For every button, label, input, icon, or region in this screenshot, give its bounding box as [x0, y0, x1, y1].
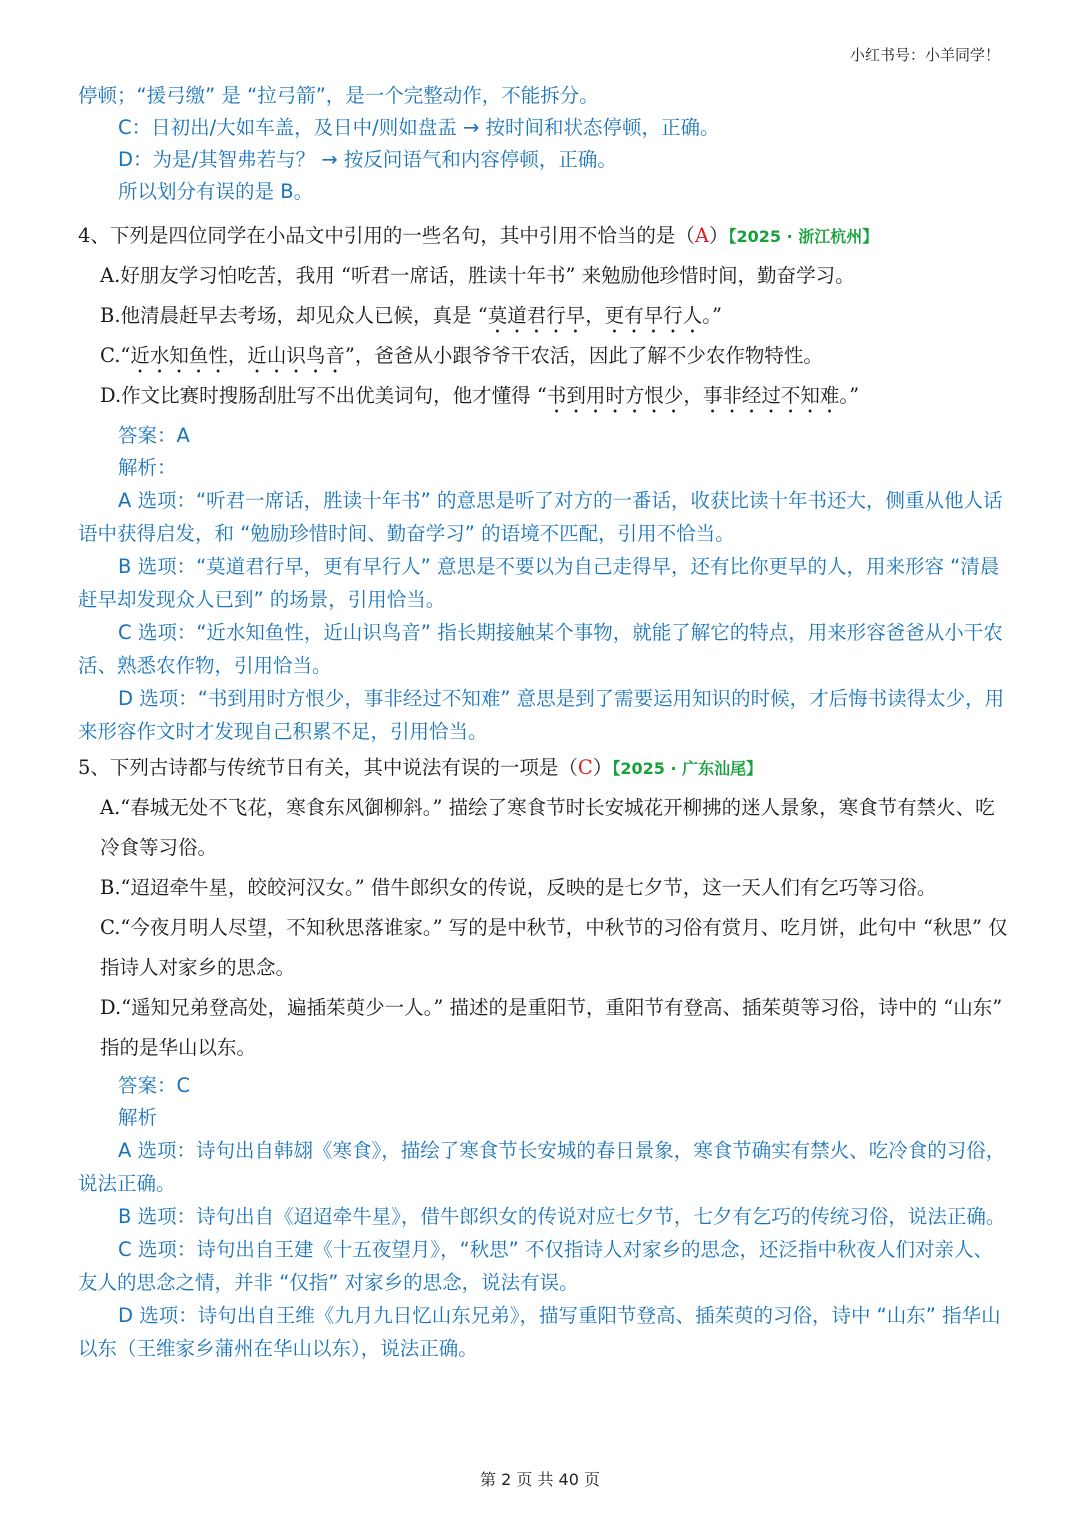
- page-header: 小红书号：小羊同学！: [849, 46, 1000, 64]
- analysis-label: 解析：: [118, 456, 177, 479]
- option-a: A.“春城无处不飞花，寒食东风御柳斜。” 描绘了寒食节时长安城花开柳拂的迷人景象，寒食节有禁火、吃冷食等习俗。: [100, 796, 995, 859]
- analysis-c: C 选项：“近水知鱼性，近山识鸟音” 指长期接触某个事物，就能了解它的特点，用来形容爸爸从小干农活、熟悉农作物，引用恰当。: [78, 621, 1003, 677]
- question-4: [78, 216, 1008, 748]
- page-content: [78, 80, 1008, 1365]
- dotted-quote: 莫道君行早，更有早行人: [487, 304, 703, 327]
- explanation-line: 停顿；“援弓缴” 是 “拉弓箭”，是一个完整动作，不能拆分。: [78, 84, 599, 107]
- question-stem: 5、下列古诗都与传统节日有关，其中说法有误的一项是（C）【2025 · 广东汕尾】: [78, 756, 763, 779]
- option-b: B.他清晨赶早去考场，却见众人已候，真是 “莫道君行早，更有早行人。”: [100, 304, 722, 327]
- explanation-line: D：为是/其智弗若与？ → 按反问语气和内容停顿，正确。: [118, 148, 617, 171]
- analysis-a: A 选项：“听君一席话，胜读十年书” 的意思是听了对方的一番话，收获比读十年书还大，侧重从他人话语中获得启发，和 “勉励珍惜时间、勤奋学习” 的语境不匹配，引用不恰当。: [78, 489, 1003, 545]
- analysis-b: B 选项：诗句出自《迢迢牵牛星》，借牛郎织女的传说对应七夕节，七夕有乞巧的传统习俗，说法正确。: [118, 1205, 1006, 1228]
- analysis-d: D 选项：“书到用时方恨少，事非经过不知难” 意思是到了需要运用知识的时候，才后悔书读得太少，用来形容作文时才发现自己积累不足，引用恰当。: [78, 687, 1005, 743]
- explanation-conclusion: 所以划分有误的是 B。: [118, 180, 314, 203]
- source-tag: 【2025 · 广东汕尾】: [612, 759, 763, 778]
- source-tag: 【2025 · 浙江杭州】: [728, 227, 879, 246]
- top-explanation: [78, 80, 1008, 208]
- analysis-b: B 选项：“莫道君行早，更有早行人” 意思是不要以为自己走得早，还有比你更早的人，用来形容 “清晨赶早却发现众人已到” 的场景，引用恰当。: [78, 555, 1000, 611]
- answer-mark: A: [694, 224, 710, 247]
- question-stem: 4、下列是四位同学在小品文中引用的一些名句，其中引用不恰当的是（A）【2025 · 浙江杭州】: [78, 224, 879, 247]
- option-d: D.作文比赛时搜肠刮肚写不出优美词句，他才懂得 “书到用时方恨少，事非经过不知难。”: [100, 384, 860, 407]
- answer-mark: C: [577, 756, 593, 779]
- answer-line: 答案：A: [118, 424, 190, 447]
- analysis-label: 解析: [118, 1106, 158, 1129]
- option-b: B.“迢迢牵牛星，皎皎河汉女。” 借牛郎织女的传说，反映的是七夕节，这一天人们有乞巧等习俗。: [100, 876, 937, 899]
- dotted-quote: 书到用时方恨少，事非经过不知难: [546, 384, 840, 407]
- analysis-a: A 选项：诗句出自韩翃《寒食》，描绘了寒食节长安城的春日景象，寒食节确实有禁火、吃冷食的习俗，说法正确。: [78, 1139, 1006, 1195]
- explanation-line: C：日初出/大如车盖，及日中/则如盘盂 → 按时间和状态停顿，正确。: [118, 116, 720, 139]
- page-footer: 第 2 页 共 40 页: [480, 1470, 600, 1489]
- question-5: [78, 748, 1008, 1365]
- analysis-c: C 选项：诗句出自王建《十五夜望月》，“秋思” 不仅指诗人对家乡的思念，还泛指中秋夜人们对亲人、友人的思念之情，并非 “仅指” 对家乡的思念，说法有误。: [78, 1238, 993, 1294]
- option-c: C.“近水知鱼性，近山识鸟音”，爸爸从小跟爷爷干农活，因此了解不少农作物特性。: [100, 344, 823, 367]
- option-d: D.“遥知兄弟登高处，遍插茱萸少一人。” 描述的是重阳节，重阳节有登高、插茱萸等习俗，诗中的 “山东” 指的是华山以东。: [100, 996, 1003, 1059]
- dotted-quote: 近水知鱼性，近山识鸟音: [130, 344, 345, 367]
- answer-line: 答案：C: [118, 1074, 191, 1097]
- analysis-d: D 选项：诗句出自王维《九月九日忆山东兄弟》，描写重阳节登高、插茱萸的习俗，诗中 “山东” 指华山以东（王维家乡蒲州在华山以东），说法正确。: [78, 1304, 1001, 1360]
- option-a: A.好朋友学习怕吃苦，我用 “听君一席话，胜读十年书” 来勉励他珍惜时间，勤奋学习。: [100, 264, 855, 287]
- option-c: C.“今夜月明人尽望，不知秋思落谁家。” 写的是中秋节，中秋节的习俗有赏月、吃月饼，此句中 “秋思” 仅指诗人对家乡的思念。: [100, 916, 1008, 979]
